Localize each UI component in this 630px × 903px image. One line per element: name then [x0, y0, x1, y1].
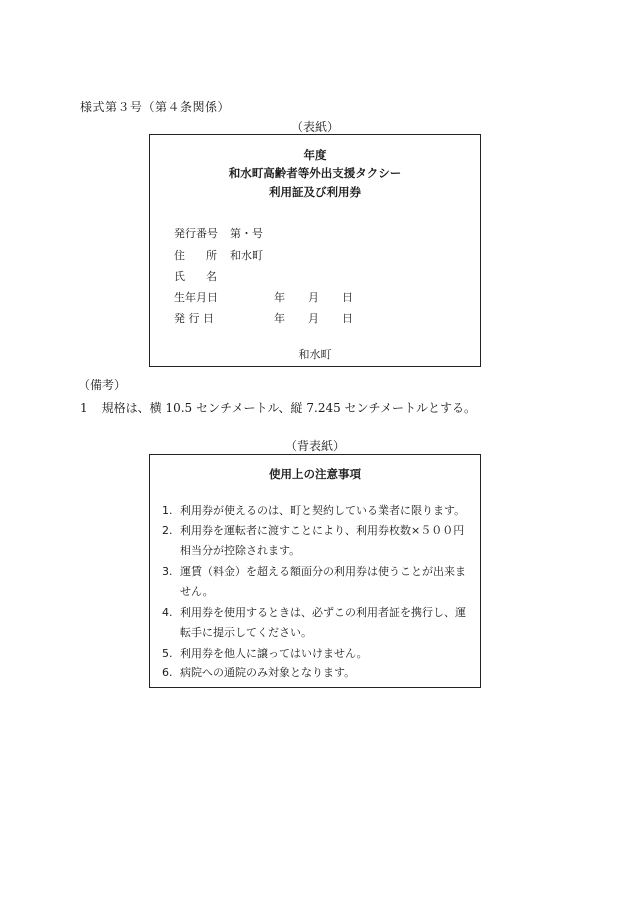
form-number: 様式第３号（第４条関係） [80, 100, 231, 114]
rule-number: 5. [162, 647, 173, 660]
cover-title: 和水町高齢者等外出支援タクシー [228, 166, 402, 180]
rule-text: 運賃（料金）を超える額面分の利用券は使うことが出来ま [180, 565, 466, 578]
rule-number: 2. [162, 524, 173, 537]
notes-item-text: 規格は、横 10.5 センチメートル、縦 7.245 センチメートルとする。 [101, 401, 477, 415]
notice-title: 使用上の注意事項 [269, 467, 361, 481]
birthdate-label: 生年月日 [174, 291, 218, 304]
back-cover-box [149, 454, 481, 688]
rule-text: 相当分が控除されます。 [180, 544, 301, 557]
rule-text: 病院への通院のみ対象となります。 [180, 666, 356, 679]
cover-year-line: 年度 [303, 148, 327, 162]
notes-item [80, 399, 490, 416]
birth-month-unit: 月 [308, 291, 319, 304]
rule-text: 利用券を運転者に渡すことにより、利用券枚数×５００円 [180, 524, 465, 537]
birth-day-unit: 日 [342, 291, 353, 304]
issue-day-unit: 日 [342, 312, 353, 325]
rule-text: 利用券を使用するときは、必ずこの利用者証を携行し、運 [180, 606, 466, 619]
address-label-2: 所 [206, 249, 217, 262]
address-value: 和水町 [230, 249, 263, 262]
rule-text: せん。 [180, 585, 214, 598]
rule-text: 利用券を他人に譲ってはいけません。 [180, 647, 368, 660]
issue-year-unit: 年 [274, 312, 285, 325]
name-label-2: 名 [206, 270, 217, 283]
birth-year-unit: 年 [274, 291, 285, 304]
cover-caption: （表紙） [290, 120, 339, 134]
issue-number-label: 発行番号 [174, 227, 218, 240]
rule-number: 6. [162, 666, 173, 679]
rule-text: 利用券が使えるのは、町と契約している業者に限ります。 [180, 504, 466, 517]
name-label-1: 氏 [174, 270, 185, 283]
issue-month-unit: 月 [308, 312, 319, 325]
cover-subtitle: 利用証及び利用券 [269, 185, 361, 199]
issue-number-value: 第・号 [230, 227, 263, 240]
address-label-1: 住 [174, 249, 185, 262]
rule-number: 1. [162, 504, 173, 517]
cover-issuer: 和水町 [298, 348, 332, 361]
issue-date-label: 発 行 日 [174, 312, 214, 325]
rule-text: 転手に提示してください。 [180, 626, 312, 639]
rule-number: 4. [162, 606, 173, 619]
back-cover-caption: （背表紙） [284, 439, 345, 453]
rule-number: 3. [162, 565, 173, 578]
cover-box [149, 134, 481, 367]
notes-heading: （備考） [78, 378, 127, 392]
notes-item-number: 1 [80, 401, 88, 415]
